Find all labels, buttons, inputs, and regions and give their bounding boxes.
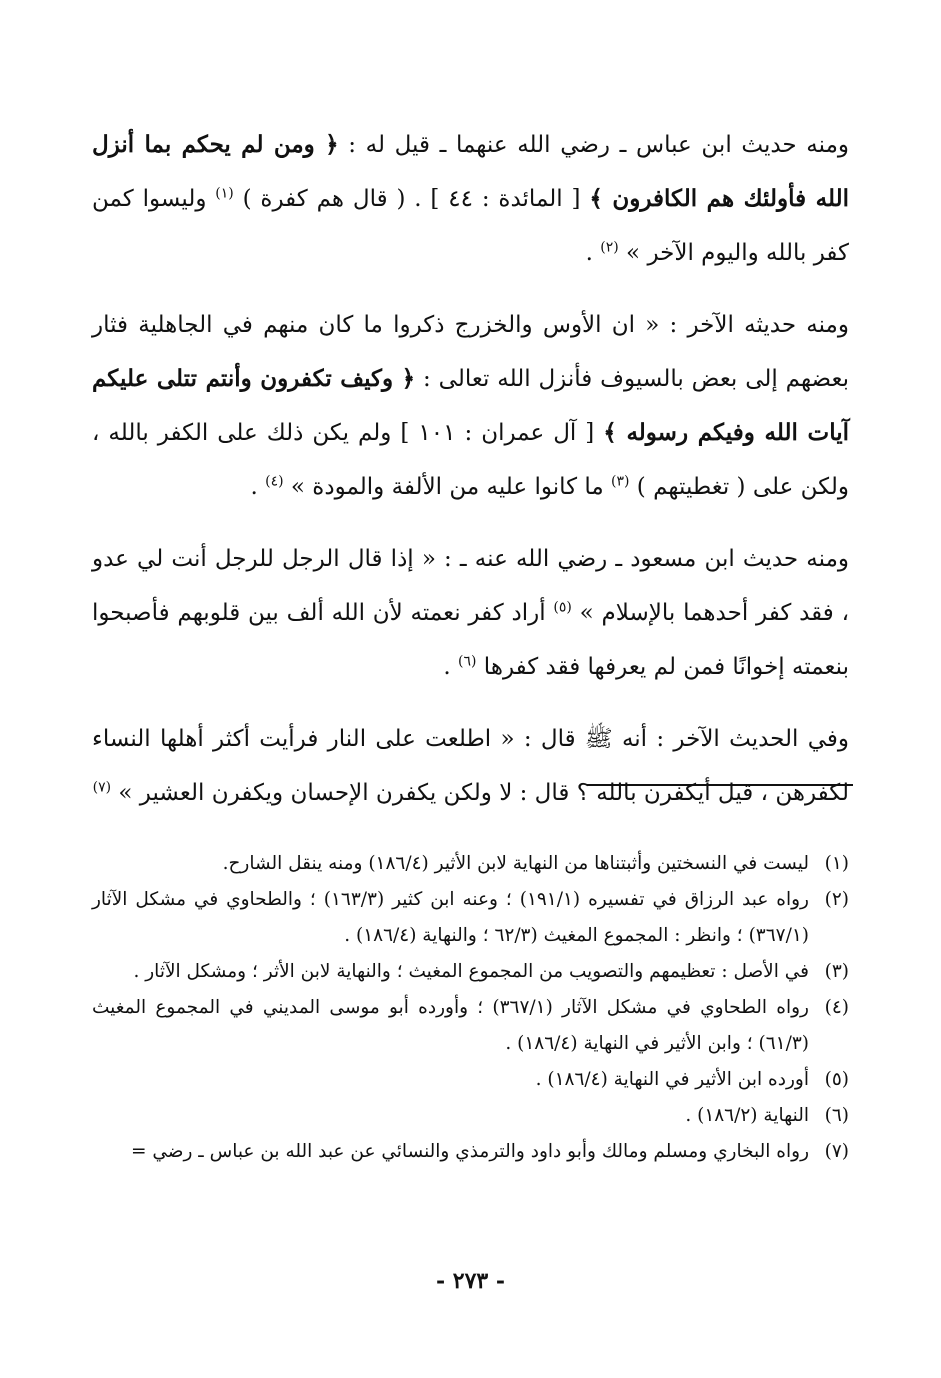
footnote-ref[interactable]: (٥)	[553, 599, 572, 616]
paragraph-lead: وفي الحديث الآخر : أنه ﷺ قال : « اطلعت على النار فرأيت أكثر أهلها النساء لكفرهن ، قيل أيكفرن بالله ؟ قال : لا ولكن يكفرن الإحسان ويكفرن العشير »	[92, 726, 849, 806]
paragraph-aws-khazraj	[92, 298, 849, 514]
quran-quote: ﴿ ومن لم يحكم بما أنزل الله فأولئك هم الكافرون ﴾	[92, 131, 849, 212]
footnote-ref[interactable]: (٧)	[92, 779, 112, 796]
page-number: - ٢٧٣ -	[435, 1268, 506, 1294]
paragraph-end: .	[443, 654, 459, 680]
paragraph-tail: [ آل عمران : ١٠١ ] ولم يكن ذلك على الكفر بالله ، ولكن على ( تغطيتهم )	[92, 420, 849, 500]
footnote-text: أورده ابن الأثير في النهاية (١٨٦/٤) .	[535, 1069, 809, 1090]
footnote-ref[interactable]: (٦)	[458, 653, 477, 670]
paragraph-tail: [ المائدة : ٤٤ ] . ( قال هم كفرة )	[233, 186, 590, 212]
footnote-number: (٣)	[824, 961, 849, 982]
paragraph-lead: ومنه حديث ابن عباس ـ رضي الله عنهما ـ قيل له :	[338, 132, 849, 158]
footnote-number: (٧)	[824, 1141, 849, 1162]
footnote-number: (٤)	[824, 997, 849, 1018]
footnote-number: (٥)	[824, 1069, 849, 1090]
paragraph-tail: أراد كفر نعمته لأن الله ألف بين قلوبهم فأصبحوا بنعمته إخوانًا فمن لم يعرفها فقد كفرها	[92, 600, 849, 680]
footnote-divider	[587, 784, 853, 786]
footnote-text: رواه الطحاوي في مشكل الآثار (٣٦٧/١) ؛ وأورده أبو موسى المديني في المجموع المغيث (٦١/٣) ؛ وابن الأثير في النهاية (١٨٦/٤) .	[92, 997, 809, 1054]
paragraph-end: .	[250, 474, 266, 500]
footnote-text: رواه البخاري ومسلم ومالك وأبو داود والترمذي والنسائي عن عبد الله بن عباس ـ رضي =	[130, 1141, 809, 1162]
footnote-item	[92, 1098, 849, 1134]
footnote-ref[interactable]: (٣)	[611, 473, 630, 490]
paragraph-ibn-masud	[92, 532, 849, 694]
footnotes-section	[92, 846, 849, 1170]
footnote-text: النهاية (١٨٦/٢) .	[685, 1105, 809, 1126]
main-text-body	[92, 118, 849, 838]
footnote-text: في الأصل : تعظيمهم والتصويب من المجموع المغيث ؛ والنهاية لابن الأثر ؛ ومشكل الآثار .	[133, 961, 809, 982]
footnote-ref[interactable]: (٢)	[600, 239, 619, 256]
footnote-text: ليست في النسختين وأثبتناها من النهاية لابن الأثير (١٨٦/٤) ومنه ينقل الشارح.	[222, 853, 809, 874]
paragraph-ibn-abbas	[92, 118, 849, 280]
footnote-item	[92, 882, 849, 954]
footnote-ref[interactable]: (٤)	[265, 473, 284, 490]
paragraph-tail: ما كانوا عليه من الألفة والمودة »	[283, 474, 612, 500]
footnote-item	[92, 990, 849, 1062]
footnote-text: رواه عبد الرزاق في تفسيره (١٩١/١) ؛ وعنه ابن كثير (١٦٣/٣) ؛ والطحاوي في مشكل الآثار (٣٦٧/١) ؛ وانظر : المجموع المغيث (٦٢/٣ ؛ والنهاية (١٨٦/٤) .	[92, 889, 809, 946]
paragraph-lead: ومنه حديثه الآخر : « ان الأوس والخزرج ذكروا ما كان منهم في الجاهلية فثار بعضهم إلى بعض بالسيوف فأنزل الله تعالى :	[92, 312, 850, 392]
footnote-number: (٦)	[824, 1105, 849, 1126]
paragraph-lead: ومنه حديث ابن مسعود ـ رضي الله عنه ـ : « إذا قال الرجل للرجل أنت لي عدو ، فقد كفر أحدهما بالإسلام »	[92, 546, 849, 626]
footnote-item	[92, 1062, 849, 1098]
paragraph-tail: وليسوا كمن كفر بالله واليوم الآخر »	[92, 186, 849, 266]
paragraph-end: .	[585, 240, 601, 266]
footnote-item	[92, 954, 849, 990]
footnote-item	[92, 1134, 849, 1170]
footnote-number: (١)	[824, 853, 849, 874]
footnote-number: (٢)	[824, 889, 849, 910]
paragraph-hadith-nar	[92, 712, 849, 820]
footnote-item	[92, 846, 849, 882]
quran-quote: ﴿ وكيف تكفرون وأنتم تتلى عليكم آيات الله وفيكم رسوله ﴾	[92, 365, 849, 446]
footnote-ref[interactable]: (١)	[215, 185, 234, 202]
